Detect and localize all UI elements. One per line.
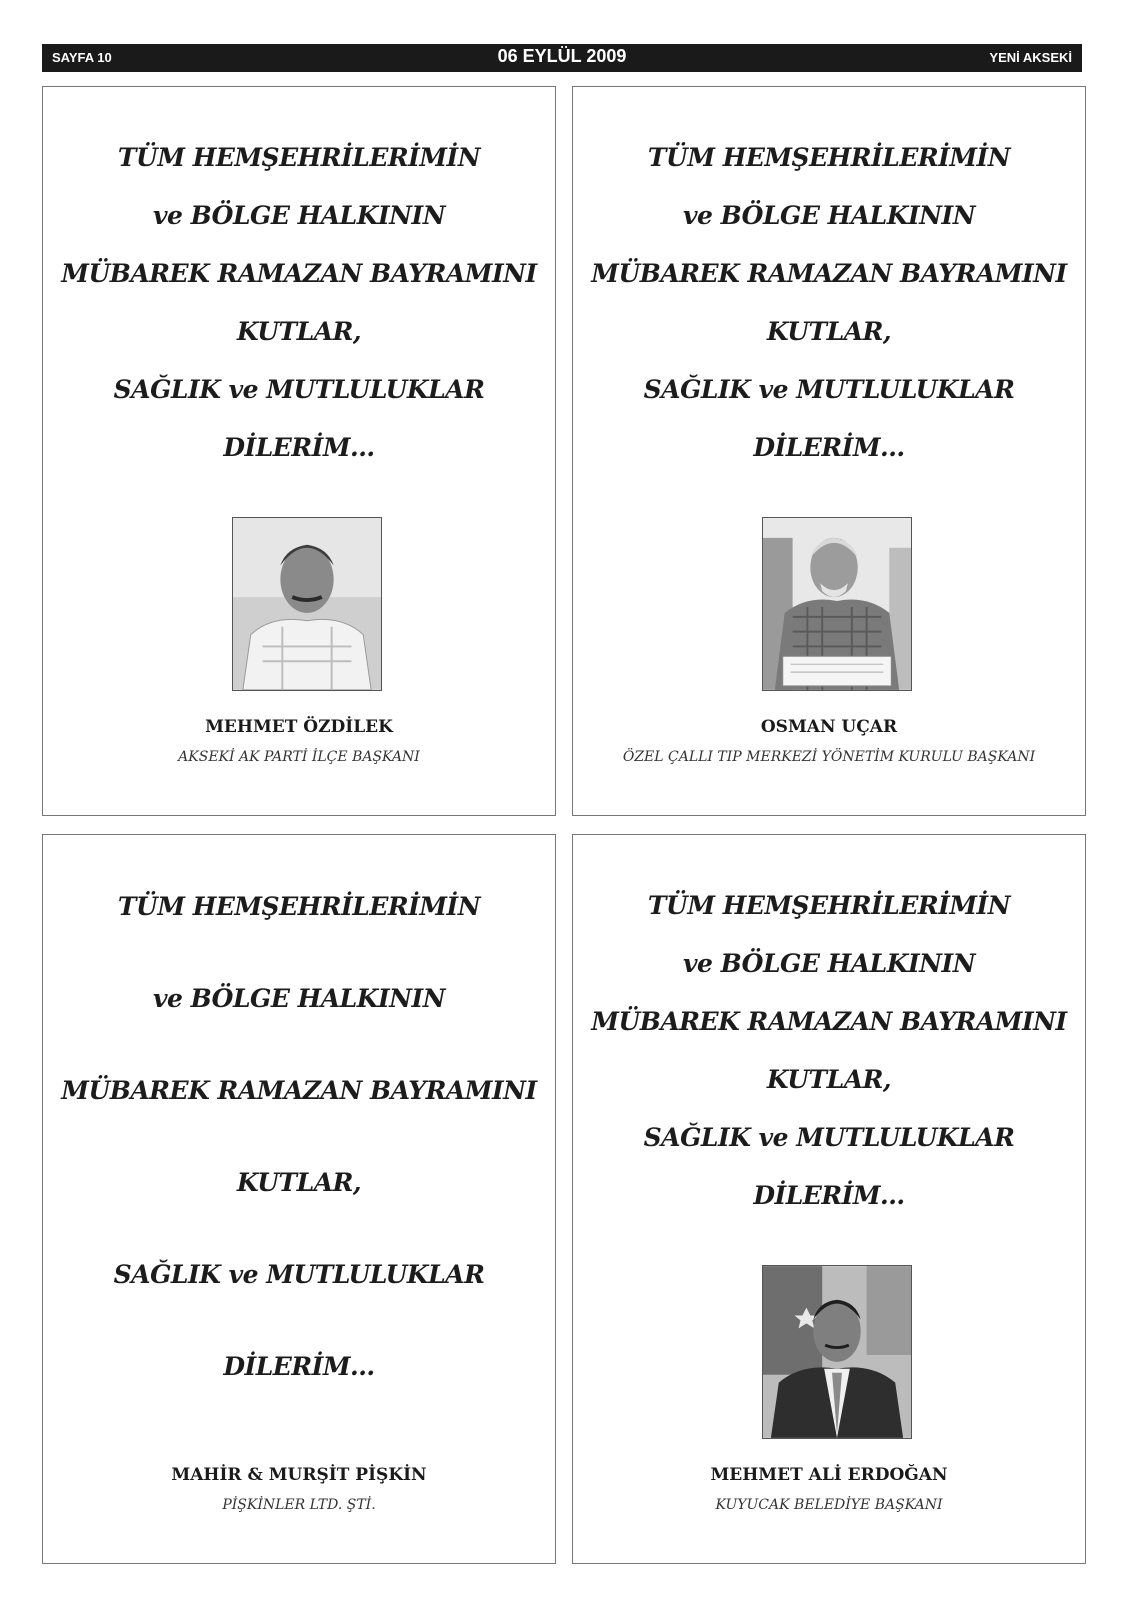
signatory-name: MAHİR & MURŞİT PİŞKİN	[171, 1465, 427, 1485]
message-line: ve BÖLGE HALKININ	[152, 201, 446, 230]
message-line: ve BÖLGE HALKININ	[152, 984, 446, 1013]
greeting-message	[43, 861, 555, 1413]
message-line: ve BÖLGE HALKININ	[682, 201, 976, 230]
message-line: SAĞLIK ve MUTLULUKLAR	[113, 375, 485, 404]
message-line: ve BÖLGE HALKININ	[682, 949, 976, 978]
greeting-message	[573, 129, 1085, 477]
greeting-message	[573, 877, 1085, 1225]
portrait-photo	[232, 517, 382, 691]
portrait-photo-icon	[763, 1266, 911, 1438]
signatory-title: PİŞKİNLER LTD. ŞTİ.	[222, 1497, 376, 1513]
message-line: DİLERİM...	[223, 433, 375, 462]
message-line: MÜBAREK RAMAZAN BAYRAMINI	[591, 1007, 1067, 1036]
portrait-photo	[762, 517, 912, 691]
portrait-photo	[762, 1265, 912, 1439]
message-line: SAĞLIK ve MUTLULUKLAR	[113, 1260, 485, 1289]
message-line: MÜBAREK RAMAZAN BAYRAMINI	[61, 1076, 537, 1105]
message-line: TÜM HEMŞEHRİLERİMİN	[117, 143, 481, 172]
signatory-name: MEHMET ALİ ERDOĞAN	[710, 1465, 948, 1485]
signatory-title: AKSEKİ AK PARTİ İLÇE BAŞKANI	[178, 749, 420, 765]
signatory-title: ÖZEL ÇALLI TIP MERKEZİ YÖNETİM KURULU BAŞKANI	[622, 749, 1036, 765]
message-line: KUTLAR,	[236, 317, 362, 346]
greeting-ad-erdogan	[572, 834, 1086, 1564]
message-line: DİLERİM...	[753, 1181, 905, 1210]
message-line: KUTLAR,	[766, 317, 892, 346]
portrait-photo-icon	[233, 518, 381, 690]
message-line: SAĞLIK ve MUTLULUKLAR	[643, 1123, 1015, 1152]
issue-date: 06 EYLÜL 2009	[497, 46, 627, 66]
signatory-title: KUYUCAK BELEDİYE BAŞKANI	[715, 1497, 943, 1513]
message-line: TÜM HEMŞEHRİLERİMİN	[647, 143, 1011, 172]
message-line: TÜM HEMŞEHRİLERİMİN	[117, 892, 481, 921]
greeting-message	[43, 129, 555, 477]
message-line: MÜBAREK RAMAZAN BAYRAMINI	[591, 259, 1067, 288]
signatory-name: OSMAN UÇAR	[760, 717, 898, 737]
message-line: SAĞLIK ve MUTLULUKLAR	[643, 375, 1015, 404]
portrait-photo-icon	[763, 518, 911, 690]
publication-name: YENİ AKSEKİ	[989, 50, 1072, 65]
page-number: SAYFA 10	[52, 50, 112, 65]
message-line: KUTLAR,	[766, 1065, 892, 1094]
greeting-ad-ucar	[572, 86, 1086, 816]
page-header-bar	[42, 44, 1082, 72]
message-line: KUTLAR,	[236, 1168, 362, 1197]
signatory-name: MEHMET ÖZDİLEK	[205, 717, 393, 737]
message-line: DİLERİM...	[753, 433, 905, 462]
message-line: TÜM HEMŞEHRİLERİMİN	[647, 891, 1011, 920]
message-line: MÜBAREK RAMAZAN BAYRAMINI	[61, 259, 537, 288]
greeting-ad-piskin	[42, 834, 556, 1564]
greeting-ad-ozdilek	[42, 86, 556, 816]
message-line: DİLERİM...	[223, 1352, 375, 1381]
